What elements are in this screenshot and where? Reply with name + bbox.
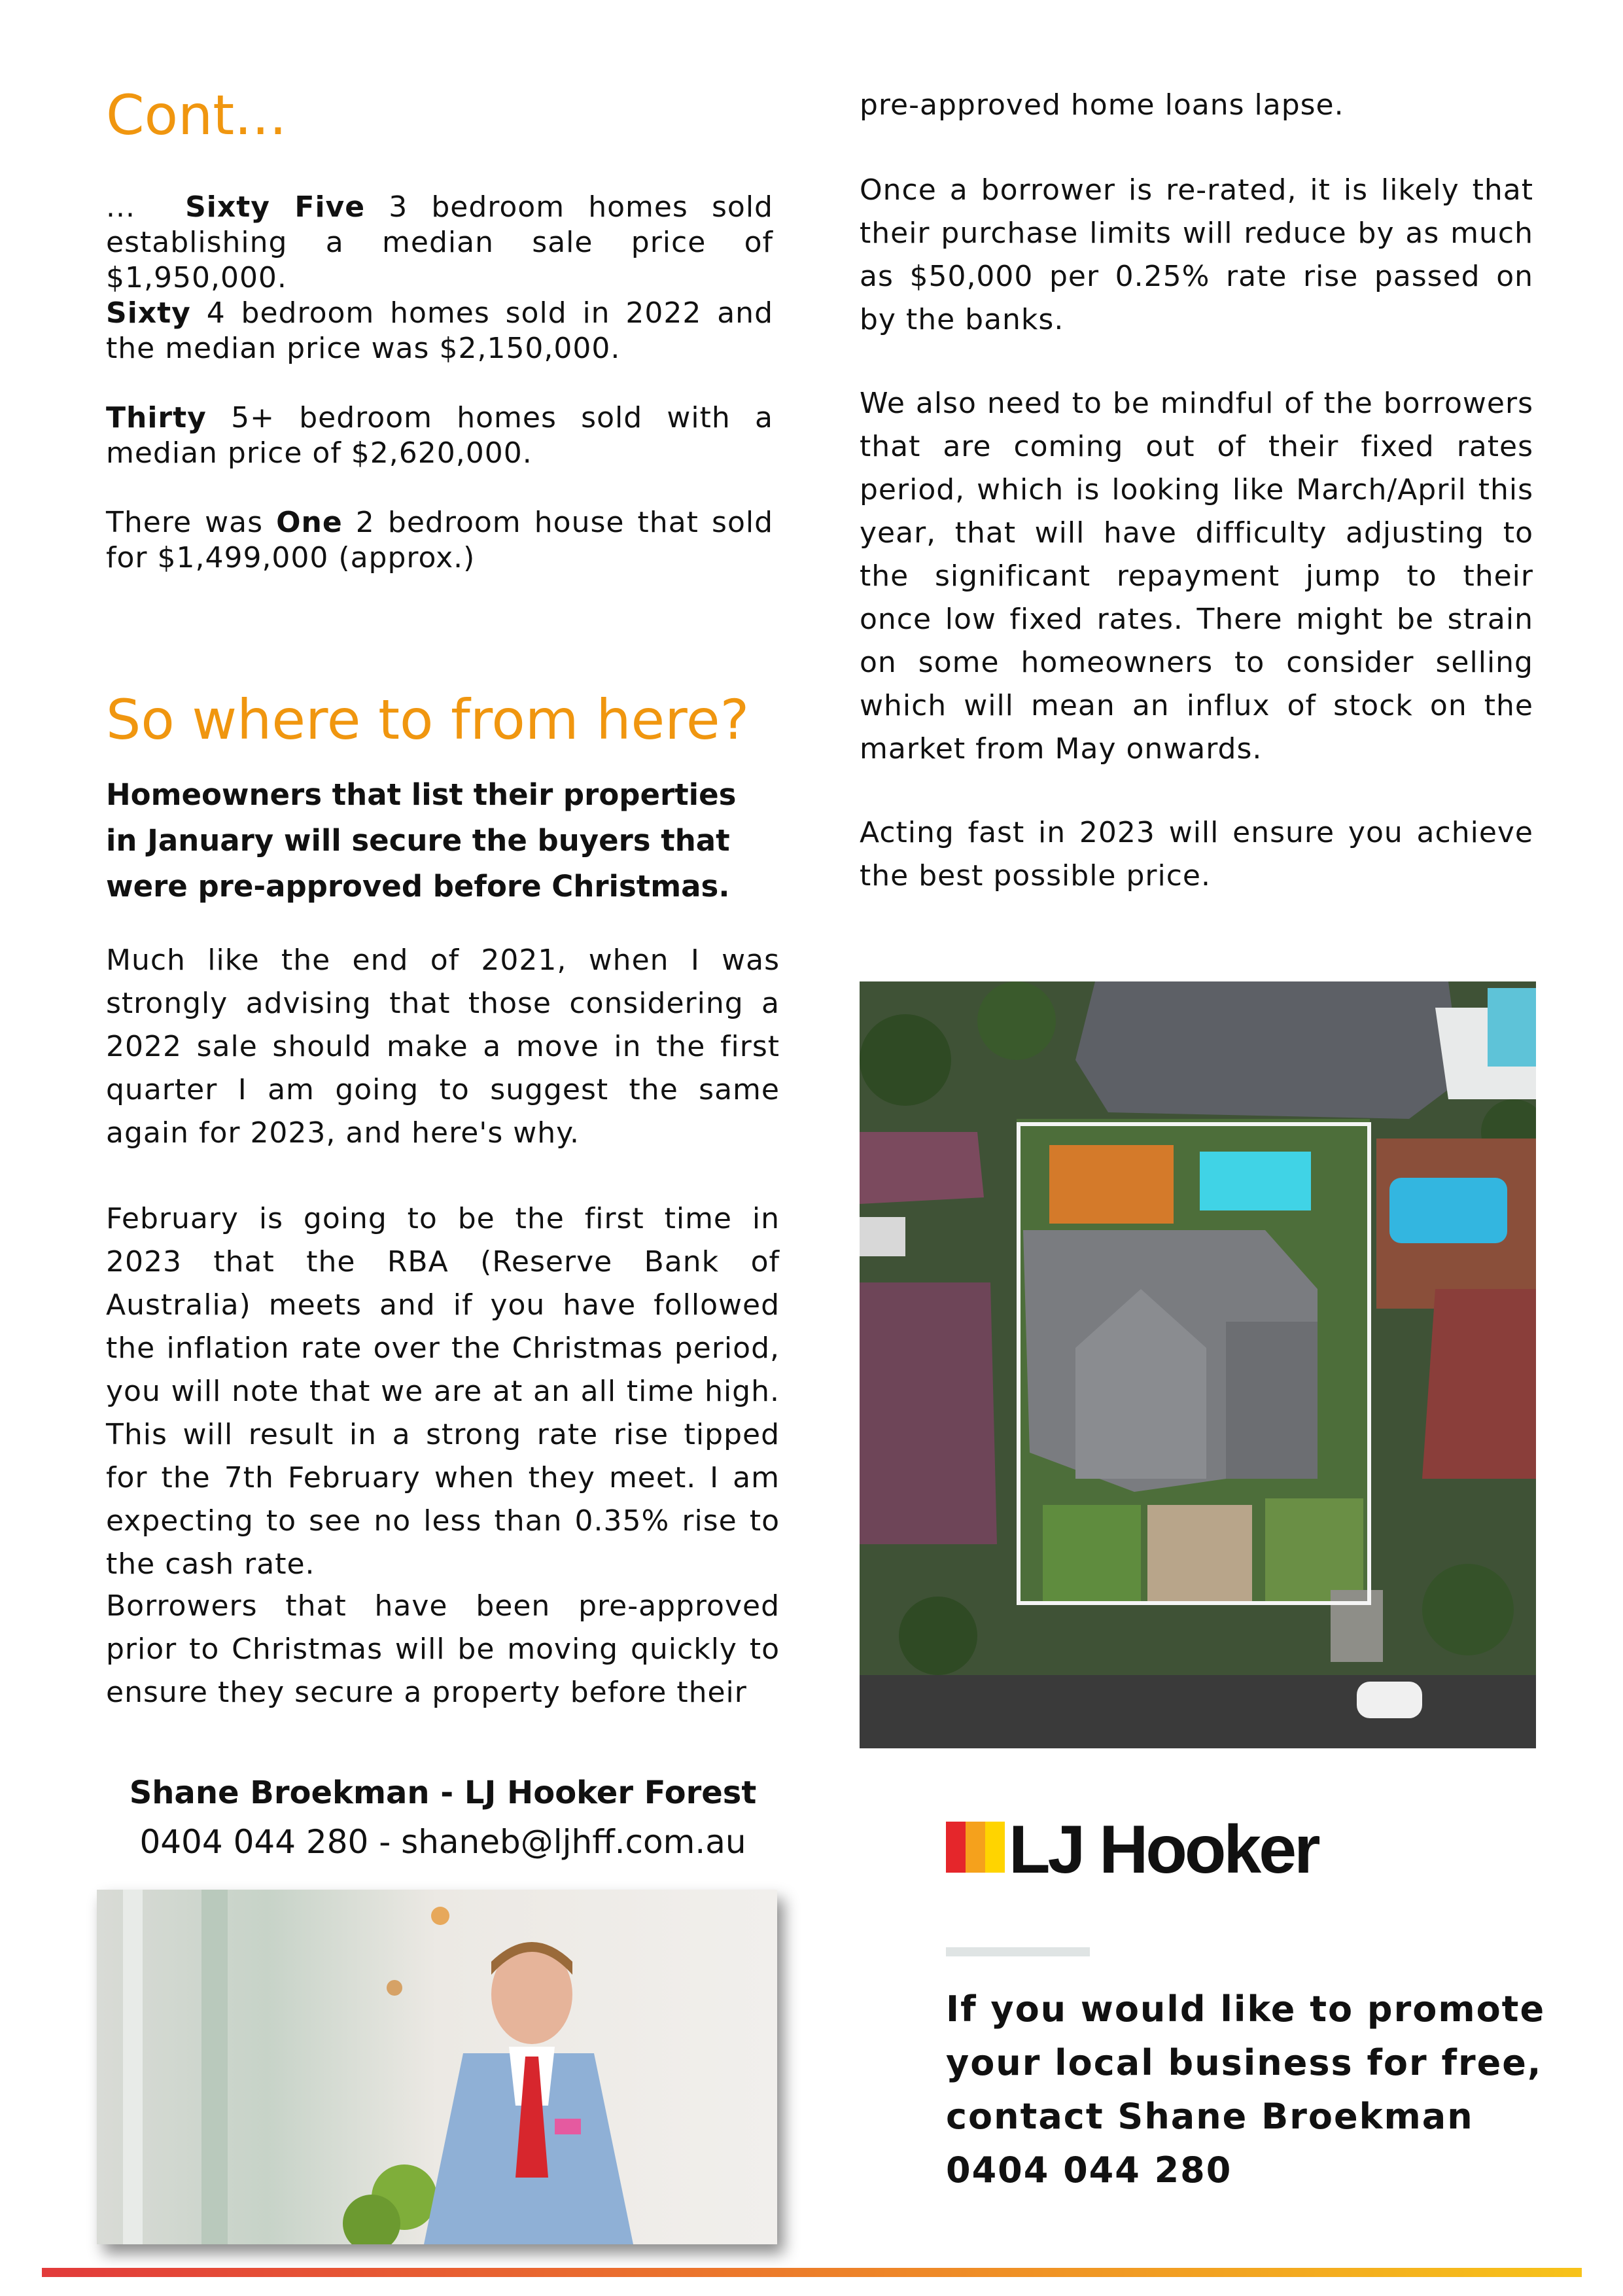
paragraph-sixty	[106, 296, 773, 366]
paragraph-sixty-five	[106, 190, 773, 296]
logo-text: LJ Hooker	[1009, 1812, 1318, 1888]
paragraph-one	[106, 505, 773, 576]
paragraph-rerated: Once a borrower is re-rated, it is likely that their purchase limits will reduce by as much as $50,000 per 0.25% rate rise passed on by the banks.	[860, 173, 1533, 336]
paragraph-borrowers: Borrowers that have been pre-approved prior to Christmas will be moving quickly to ensure they secure a property before their	[106, 1589, 780, 1709]
para-bold: Thirty	[106, 401, 207, 434]
promo-block	[946, 1983, 1574, 2197]
para-bold: Sixty Five	[185, 190, 366, 224]
lead-paragraph: Homeowners that list their properties in January will secure the buyers that were pre-approved before Christmas.	[106, 777, 737, 904]
agent-portrait-illustration	[97, 1890, 777, 2244]
paragraph-acting-fast: Acting fast in 2023 will ensure you achieve the best possible price.	[860, 816, 1533, 892]
divider	[946, 1947, 1090, 1956]
promo-line-4: 0404 044 280	[946, 2149, 1232, 2191]
promo-line-2: your local business for free,	[946, 2042, 1543, 2083]
promo-line-1: If you would like to promote	[946, 1988, 1546, 2030]
para-text: 3 bedroom homes sold establishing a median sale price of $1,950,000.	[106, 190, 773, 294]
heading-cont: Cont...	[106, 83, 287, 147]
logo-stripes-icon	[946, 1822, 1005, 1884]
para-text: 2 bedroom house that sold for $1,499,000 (approx.)	[106, 506, 774, 574]
para-text: There was	[106, 506, 277, 539]
para-bold: Sixty	[106, 296, 191, 330]
agent-name: Shane Broekman - LJ Hooker Forest	[129, 1775, 757, 1811]
para-text: 5+ bedroom homes sold with a median price of $2,620,000.	[106, 401, 773, 470]
paragraph-end-of-2021: Much like the end of 2021, when I was strongly advising that those considering a 2022 sale should make a move in the first quarter I am going to suggest the same again for 2023, and here's why.	[106, 944, 780, 1150]
paragraph-february: February is going to be the first time in 2023 that the RBA (Reserve Bank of Australia) meets and if you have followed the inflation rate over the Christmas period, you will note that we are at an all time high. This will result in a strong rate rise tipped for the 7th February when they meet. I am expecting to see no less than 0.35% rise to the cash rate.	[106, 1202, 780, 1581]
aerial-house-photo	[860, 981, 1536, 1748]
para-bold: One	[276, 506, 343, 539]
para-prefix: ...	[106, 190, 135, 224]
para-text: 4 bedroom homes sold in 2022 and the median price was $2,150,000.	[106, 296, 773, 365]
agent-contact: 0404 044 280 - shaneb@ljhff.com.au	[139, 1823, 746, 1861]
agent-photo	[97, 1890, 777, 2244]
paragraph-fixed-rates: We also need to be mindful of the borrowers that are coming out of their fixed rates period, which is looking like March/April this year, that will have difficulty adjusting to the significant repayment jump to their once low fixed rates. There might be strain on some homeowners to consider selling which will mean an influx of stock on the market from May onwards.	[860, 387, 1533, 766]
heading-where-to: So where to from here?	[106, 688, 750, 752]
promo-line-3: contact Shane Broekman	[946, 2096, 1474, 2137]
aerial-house-illustration	[860, 981, 1536, 1748]
paragraph-loans-lapse: pre-approved home loans lapse.	[860, 88, 1344, 122]
paragraph-thirty	[106, 400, 773, 471]
footer-gradient-bar	[42, 2268, 1582, 2277]
